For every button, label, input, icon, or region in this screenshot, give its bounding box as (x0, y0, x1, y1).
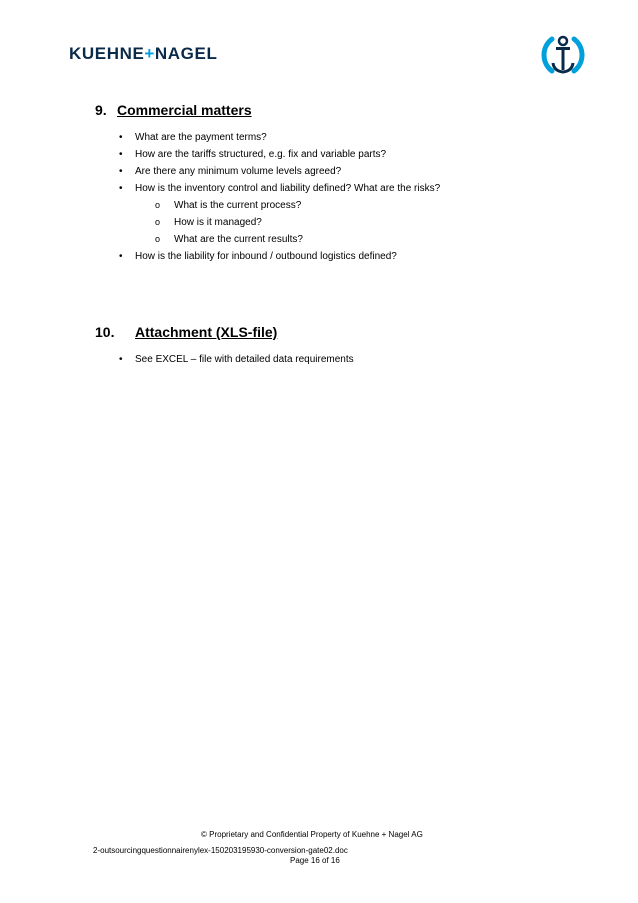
logo-plus: + (144, 44, 155, 63)
section-9-title: Commercial matters (117, 102, 252, 118)
bullet-marker: • (119, 166, 123, 177)
list-item: • How is the inventory control and liability defined? What are the risks? (119, 180, 539, 197)
anchor-top-ring (559, 37, 567, 45)
section-10-heading (95, 324, 277, 340)
sub-bullet-marker: o (155, 234, 161, 244)
bullet-marker: • (119, 132, 123, 143)
section-9-heading (95, 102, 252, 118)
list-item: • Are there any minimum volume levels agreed? (119, 163, 539, 180)
list-item: • How is the liability for inbound / outbound logistics defined? (119, 248, 539, 265)
sub-list-item: o What is the current process? (119, 197, 539, 214)
bullet-marker: • (119, 183, 123, 194)
sub-bullet-marker: o (155, 200, 161, 210)
footer-page-number: Page 16 of 16 (290, 856, 340, 865)
anchor-shank (562, 47, 565, 70)
company-logo-text (69, 44, 217, 64)
footer-filename: 2-outsourcingquestionnairenylex-150203195930-conversion-gate02.doc (93, 846, 348, 855)
list-item: • See EXCEL – file with detailed data requirements (119, 351, 539, 368)
sub-list-item: o What are the current results? (119, 231, 539, 248)
section-9-number: 9. (95, 102, 107, 118)
footer-copyright: © Proprietary and Confidential Property of Kuehne + Nagel AG (201, 830, 423, 839)
logo-word-nagel: NAGEL (154, 44, 218, 63)
list-item: • How are the tariffs structured, e.g. fix and variable parts? (119, 146, 539, 163)
anchor-ring-left (544, 39, 552, 71)
bullet-marker: • (119, 149, 123, 160)
anchor-logo-icon (538, 30, 588, 80)
sub-list-item: o How is it managed? (119, 214, 539, 231)
bullet-marker: • (119, 354, 123, 365)
sub-bullet-marker: o (155, 217, 161, 227)
anchor-ring-right (574, 39, 582, 71)
section-10-title: Attachment (XLS-file) (135, 324, 278, 340)
bullet-marker: • (119, 251, 123, 262)
list-item: • What are the payment terms? (119, 129, 539, 146)
logo-word-kuehne: KUEHNE (69, 44, 145, 63)
section-10-list (119, 351, 539, 368)
section-9-list (119, 129, 539, 265)
section-10-number: 10. (95, 324, 115, 340)
